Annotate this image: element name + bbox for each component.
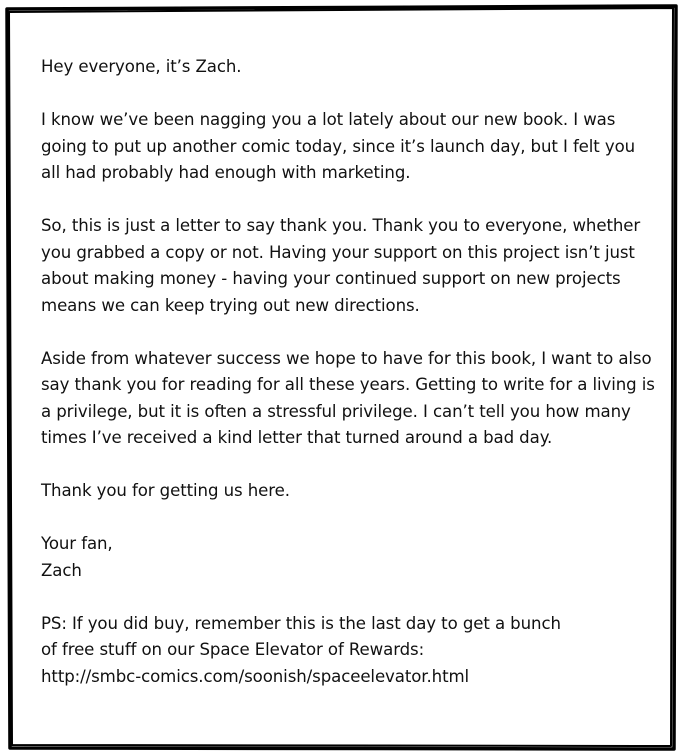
ps-line-1: PS: If you did buy, remember this is the last day to get a bunch [41,613,561,633]
letter-greeting: Hey everyone, it’s Zach. [41,57,242,76]
letter-paragraph-4: Thank you for getting us here. [41,481,290,500]
letter-signature: Zach [41,560,82,580]
letter-body [41,54,671,690]
letter-postscript [41,611,671,691]
letter-paragraph-2: So, this is just a letter to say thank you. Thank you to everyone, whether you grabbed a copy or not. Having your support on this project isn’t just about making money - having your continued support on new projects means we can keep trying out new directions. [41,216,641,315]
letter-paragraph-3: Aside from whatever success we hope to have for this book, I want to also say thank you for reading for all these years. Getting to write for a living is a privilege, but it is often a stressful privilege. I can’t tell you how many times I’ve received a kind letter that turned around a bad day. [41,348,655,447]
letter-signoff [41,531,671,584]
ps-line-2: of free stuff on our Space Elevator of Rewards: [41,640,425,659]
letter-paragraph-1: I know we’ve been nagging you a lot lately about our new book. I was going to put up another comic today, since it’s launch day, but I felt you all had probably had enough with marketing. [41,110,636,182]
ps-link-url: http://smbc-comics.com/soonish/spaceelevator.html [41,666,470,686]
letter-closing: Your fan, [41,534,113,553]
